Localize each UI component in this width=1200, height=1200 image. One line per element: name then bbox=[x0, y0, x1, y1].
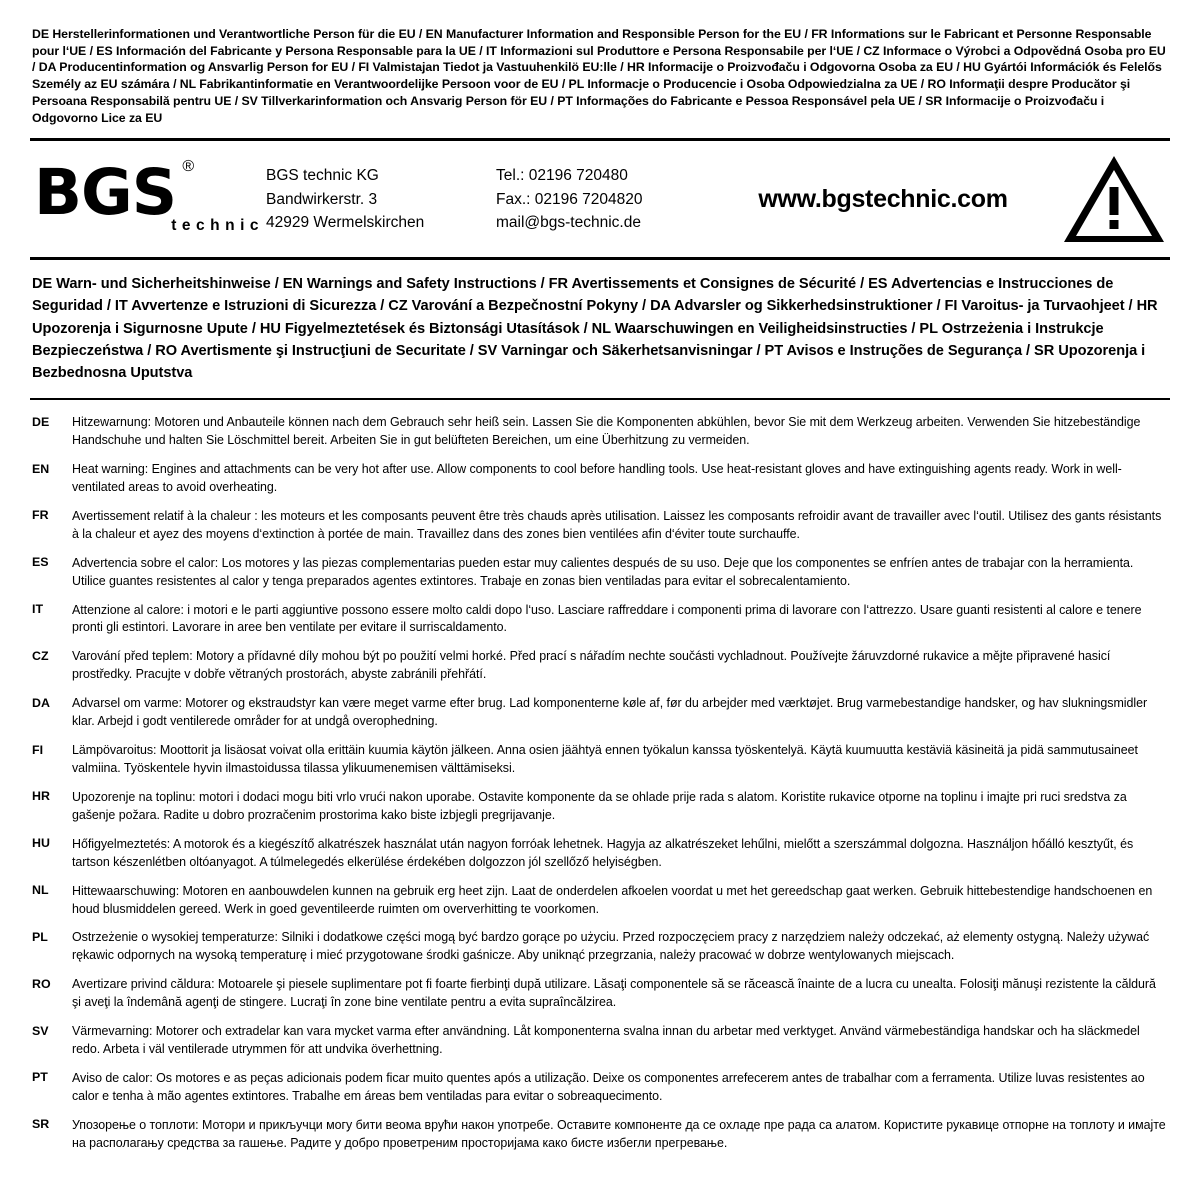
warning-text: Advarsel om varme: Motorer og ekstraudstyr kan være meget varme efter brug. Lad komponenterne køle af, før du arbejder med værktøjet. Brug varmebestandige handsker, og hav slukningsmidler klar. Arbejd i godt ventilerede områder for at undgå overophedning. bbox=[72, 696, 1148, 729]
warning-text: Aviso de calor: Os motores e as peças adicionais podem ficar muito quentes após a utilização. Deixe os componentes arrefecerem antes de trabalhar com a ferramenta. Utilize luvas resistentes ao calor e tenha à mão agentes extintores. Trabalhe em áreas bem ventiladas para evitar o sobreaquecimento. bbox=[72, 1070, 1145, 1103]
list-item bbox=[32, 976, 1168, 1012]
language-code: HR bbox=[32, 789, 50, 804]
warning-text: Heat warning: Engines and attachments can be very hot after use. Allow components to cool before handling tools. Use heat-resistant gloves and have extinguishing agents ready. Work in well-ventilated areas to avoid overheating. bbox=[72, 462, 1122, 494]
warning-triangle-icon bbox=[1058, 154, 1166, 244]
language-code: ES bbox=[32, 555, 49, 570]
warnings-title: DE Warn- und Sicherheitshinweise / EN Warnings and Safety Instructions / FR Avertissements et Consignes de Sécurité / ES Advertencias e Instrucciones de Seguridad / IT Avvertenze e Istruzioni di Sicurezza / CZ Varování a Bezpečnostní Pokyny / DA Advarsler og Sikkerhedsinstruktioner / FI Varoitus- ja Turvaohjeet / HR Upozorenja i Sigurnosne Upute / HU Figyelmeztetések és Biztonsági Utasítások / NL Waarschuwingen en Veiligheidsinstructies / PL Ostrzeżenia i Instrukcje Bezpieczeństwa / RO Avertismente şi Instrucţiuni de Securitate / SV Varningar och Säkerhetsanvisningar / PT Avisos e Instruções de Segurança / SR Upozorenja i Bezbednosna Uputstva bbox=[32, 276, 1158, 381]
language-code: HU bbox=[32, 836, 50, 851]
company-name: BGS technic KG bbox=[266, 166, 379, 184]
company-address bbox=[266, 164, 496, 235]
warnings-list bbox=[30, 400, 1170, 1153]
company-contact bbox=[496, 164, 728, 235]
company-tel: Tel.: 02196 720480 bbox=[496, 166, 628, 184]
list-item bbox=[32, 1117, 1168, 1153]
list-item bbox=[32, 555, 1168, 591]
list-item bbox=[32, 602, 1168, 638]
company-email: mail@bgs-technic.de bbox=[496, 214, 641, 232]
warning-text: Lämpövaroitus: Moottorit ja lisäosat voivat olla erittäin kuumia käytön jälkeen. Anna osien jäähtyä ennen työkalun kanssa työskentelyä. Käytä kuumuutta kestäviä käsineitä ja pidä sammutusaineet valmiina. Työskentele hyvin ilmastoidussa tilassa ylikuumenemisen välttämiseksi. bbox=[72, 743, 1138, 775]
list-item bbox=[32, 414, 1168, 450]
logo-wordmark: BGS bbox=[34, 156, 177, 230]
warning-text: Hitzewarnung: Motoren und Anbauteile können nach dem Gebrauch sehr heiß sein. Lassen Sie die Komponenten abkühlen, bevor Sie mit dem Werkzeug arbeiten. Verwenden Sie hitzebeständige Handschuhe und halten Sie Löschmittel bereit. Arbeiten Sie in gut belüfteten Bereichen, um eine Überhitzung zu vermeiden. bbox=[72, 415, 1141, 448]
language-code: CZ bbox=[32, 648, 49, 663]
warning-text: Varování před teplem: Motory a přídavné díly mohou být po použití velmi horké. Před prací s nářadím nechte součásti vychladnout. Používejte žáruvzdorné rukavice a mějte připravené hasicí prostředky. Pracujte v dobře větraných prostorách, abyste zabránili přehřátí. bbox=[72, 649, 1111, 682]
language-code: FI bbox=[32, 742, 44, 757]
list-item bbox=[32, 1023, 1168, 1059]
language-code: FR bbox=[32, 508, 49, 523]
language-code: PT bbox=[32, 1070, 48, 1085]
manufacturer-info-header: DE Herstellerinformationen und Verantwortliche Person für die EU / EN Manufacturer Information and Responsible Person for the EU / FR Informations sur le Fabricant et Personne Responsable pour l‘UE / ES Información del Fabricante y Persona Responsable para la UE / IT Informazioni sul Produttore e Persona Responsabile per l‘UE / CZ Informace o Výrobci a Odpovědná Osoba pro EU / DA Producentinformation og Ansvarlig Person for EU / FI Valmistajan Tiedot ja Vastuuhenkilö EU:lle / HR Informacije o Proizvođaču i Odgovorna Osoba za EU / HU Gyártói Információk és Felelős Személy az EU számára / NL Fabrikantinformatie en Verantwoordelijke Persoon voor de EU / PL Informacje o Producencie i Osoba Odpowiedzialna za UE / RO Informaţii despre Producător şi Persoana Responsabilă pentru UE / SV Tillverkarinformation och Ansvarig Person för EU / PT Informações do Fabricante e Pessoa Responsável pela UE / SR Informacije o Proizvođaču i Odgovorno Lice za EU bbox=[32, 27, 1166, 125]
company-city: 42929 Wermelskirchen bbox=[266, 214, 425, 232]
list-item bbox=[32, 461, 1168, 497]
language-code: SR bbox=[32, 1117, 50, 1132]
language-code: RO bbox=[32, 976, 51, 991]
list-item bbox=[32, 742, 1168, 778]
list-item bbox=[32, 883, 1168, 919]
warning-text: Hittewaarschuwing: Motoren en aanbouwdelen kunnen na gebruik erg heet zijn. Laat de onderdelen afkoelen voordat u met het gereedschap gaat werken. Gebruik hittebestendige handschoenen en houd blusmiddelen gereed. Werk in goed geventileerde ruimten om oververhitting te voorkomen. bbox=[72, 883, 1153, 916]
language-code: IT bbox=[32, 602, 44, 617]
warning-text: Упозорење о топлоти: Мотори и прикључци могу бити веома врући након употребе. Оставите компоненте да се охладе пре рада са алатом. Користите рукавице отпорне на топлоту и имајте на располагању средства за гашење. Радите у добро проветреним просторијама како бисте избегли прегревање. bbox=[72, 1117, 1166, 1150]
warning-text: Upozorenje na toplinu: motori i dodaci mogu biti vrlo vrući nakon uporabe. Ostavite komponente da se ohlade prije rada s alatom. Koristite rukavice otporne na toplinu i imajte pri ruci sredstva za gašenje požara. Radite u dobro prozračenim prostorima kako biste izbjegli pregrijavanje. bbox=[72, 789, 1127, 822]
language-code: DE bbox=[32, 414, 50, 429]
logo-subtitle: technic bbox=[171, 217, 264, 235]
warning-text: Avertissement relatif à la chaleur : les moteurs et les composants peuvent être très chauds après utilisation. Laissez les composants refroidir avant de travailler avec l‘outil. Utilisez des gants résistants à la chaleur et ayez des moyens d‘extinction à portée de main. Travaillez dans des zones bien ventilées afin d‘éviter toute surchauffe. bbox=[72, 508, 1162, 541]
warning-text: Värmevarning: Motorer och extradelar kan vara mycket varma efter användning. Låt komponenterna svalna innan du arbetar med verktyget. Använd värmebeständiga handskar och ha släckmedel redo. Arbeta i väl ventilerade utrymmen för att undvika överhettning. bbox=[72, 1024, 1140, 1057]
list-item bbox=[32, 648, 1168, 684]
company-street: Bandwirkerstr. 3 bbox=[266, 190, 378, 208]
warning-text: Advertencia sobre el calor: Los motores y las piezas complementarias pueden estar muy calientes después de su uso. Deje que los componentes se enfríen antes de trabajar con la herramienta. Utilice guantes resistentes al calor y tenga preparados agentes extintores. Trabaje en zonas bien ventiladas para evitar el sobrecalentamiento. bbox=[72, 555, 1134, 588]
language-code: PL bbox=[32, 929, 48, 944]
company-website: www.bgstechnic.com bbox=[758, 184, 1008, 213]
warning-text: Ostrzeżenie o wysokiej temperaturze: Silniki i dodatkowe części mogą być bardzo gorące po użyciu. Przed rozpoczęciem pracy z narzędziem należy odczekać, aż elementy ostygną. Należy używać rękawic odpornych na wysoką temperaturę i mieć przygotowane środki gaśnicze. Aby uniknąć przegrzania, należy pracować w dobrze wentylowanych miejscach. bbox=[72, 930, 1150, 963]
registered-trademark-icon: ® bbox=[182, 158, 194, 176]
language-code: EN bbox=[32, 461, 50, 476]
list-item bbox=[32, 929, 1168, 965]
company-header-band bbox=[30, 141, 1170, 257]
list-item bbox=[32, 789, 1168, 825]
warning-text: Hőfigyelmeztetés: A motorok és a kiegészítő alkatrészek használat után nagyon forróak lehetnek. Hagyja az alkatrészeket lehűlni, mielőtt a szerszámmal dolgozna. Használjon hőálló kesztyűt, és tartson készenlétben oltóanyagot. A túlmelegedés elkerülése érdekében dolgozzon jól szellőző helyiségben. bbox=[72, 836, 1134, 869]
list-item bbox=[32, 695, 1168, 731]
list-item bbox=[32, 836, 1168, 872]
company-fax: Fax.: 02196 7204820 bbox=[496, 190, 643, 208]
language-code: SV bbox=[32, 1023, 49, 1038]
warning-text: Attenzione al calore: i motori e le parti aggiuntive possono essere molto caldi dopo l‘uso. Lasciare raffreddare i componenti prima di lavorare con l‘attrezzo. Usare guanti resistenti al calore e tenere pronti gli estintori. Lavorare in aree ben ventilate per evitare il surriscaldamento. bbox=[72, 602, 1142, 635]
list-item bbox=[32, 1070, 1168, 1106]
language-code: NL bbox=[32, 883, 49, 898]
list-item bbox=[32, 508, 1168, 544]
language-code: DA bbox=[32, 695, 50, 710]
bgs-logo bbox=[34, 156, 266, 235]
warning-text: Avertizare privind căldura: Motoarele şi piesele suplimentare pot fi foarte fierbinţi după utilizare. Lăsaţi componentele să se răcească înainte de a lucra cu unealta. Folosiţi mănuşi rezistente la căldură şi aveţi la îndemână agenţi de stingere. Lucraţi în zone bine ventilate pentru a evita supraîncălzirea. bbox=[72, 977, 1156, 1010]
